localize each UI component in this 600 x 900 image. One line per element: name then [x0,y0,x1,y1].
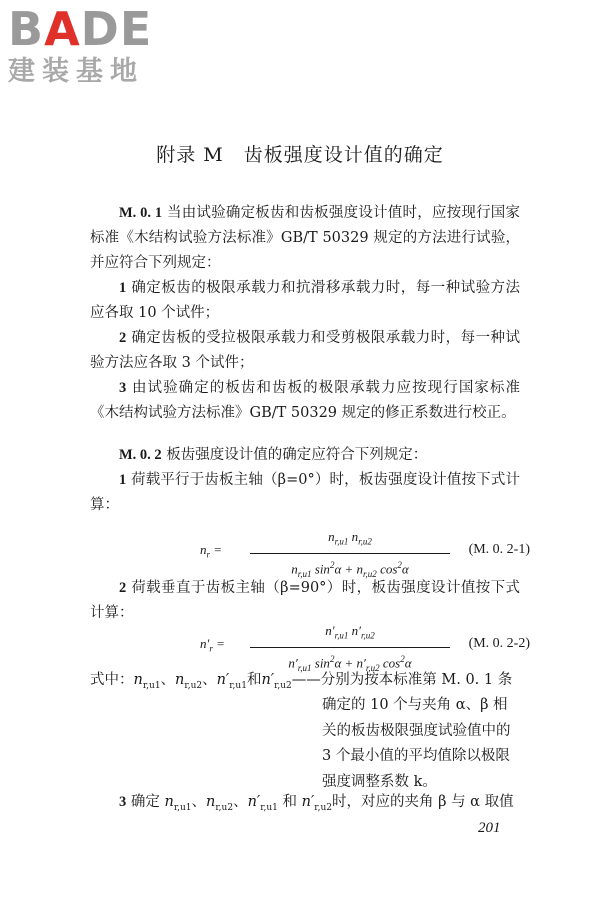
logo-subtitle: 建装基地 [8,56,144,87]
formula-label: (M. 0. 2-2) [468,636,530,651]
logo-wordmark: BADE [8,2,153,56]
appendix-label: 附录 M [156,144,224,166]
bade-logo [8,4,152,88]
clause-m01-item-1: 1 确定板齿的极限承载力和抗滑移承载力时，每一种试验方法应各取 10 个试件； [90,280,520,321]
formula-label: (M. 0. 2-1) [468,542,530,557]
where-clause-body: 确定的 10 个与夹角 α、β 相关的板齿极限强度试验值中的 3 个最小值的平均值除以极限强度调整系数 k。 [322,697,511,790]
formula-m02-2 [200,622,530,673]
formula-fraction: $\frac{n_{r,u1} n_{r,u2}}{n_{r,u1} \sin^2\alpha + n_{r,u2} \cos^2\alpha}$ [250,528,450,583]
page-number: 201 [478,820,501,836]
clause-m02-item-2: 2 荷载垂直于齿板主轴（β=90°）时，板齿强度设计值按下式计算： [90,580,521,621]
clause-m01-item-2: 2 确定齿板的受拉极限承载力和受剪极限承载力时，每一种试验方法应各取 3 个试件； [90,330,520,371]
clause-m02-item-3: 3 确定 $n_{r,u1}$、$n_{r,u2}$、$n'_{r,u1}$ 和 $n'_{r,u2}$时，对应的夹角 β 与 α 取值 [119,794,514,813]
clause-m01 [90,201,520,276]
page-title [0,140,600,167]
formula-fraction: $\frac{n'_{r,u1} n'_{r,u2}}{n'_{r,u1} \sin^2\alpha + n'_{r,u2} \cos^2\alpha}$ [250,622,450,677]
formula-m02-1 [200,528,530,579]
where-clause-head: 式中：$n_{r,u1}$、$n_{r,u2}$、$n'_{r,u1}$和$n'_{r,u2}——$分别为按本标准第 M. 0. 1 条 [90,672,513,691]
clause-m02 [90,443,520,468]
formula-lhs: $n'_r$ = [200,636,225,654]
appendix-heading: 齿板强度设计值的确定 [243,144,444,166]
clause-text: 板齿强度设计值的确定应符合下列规定： [166,447,428,463]
clause-m02-item-1: 1 荷载平行于齿板主轴（β=0°）时，板齿强度设计值按下式计算： [90,472,520,513]
formula-lhs: $n_r$ = [200,542,223,560]
clause-text: 当由试验确定板齿和齿板强度设计值时，应按现行国家标准《木结构试验方法标准》GB/T 50329 规定的方法进行试验，并应符合下列规定： [90,205,521,271]
clause-number: M. 0. 1 [119,205,163,221]
clause-number: M. 0. 2 [119,447,162,463]
clause-m01-item-3: 3 由试验确定的板齿和齿板的极限承载力应按现行国家标准《木结构试验方法标准》GB/T 50329 规定的修正系数进行校正。 [90,380,521,421]
